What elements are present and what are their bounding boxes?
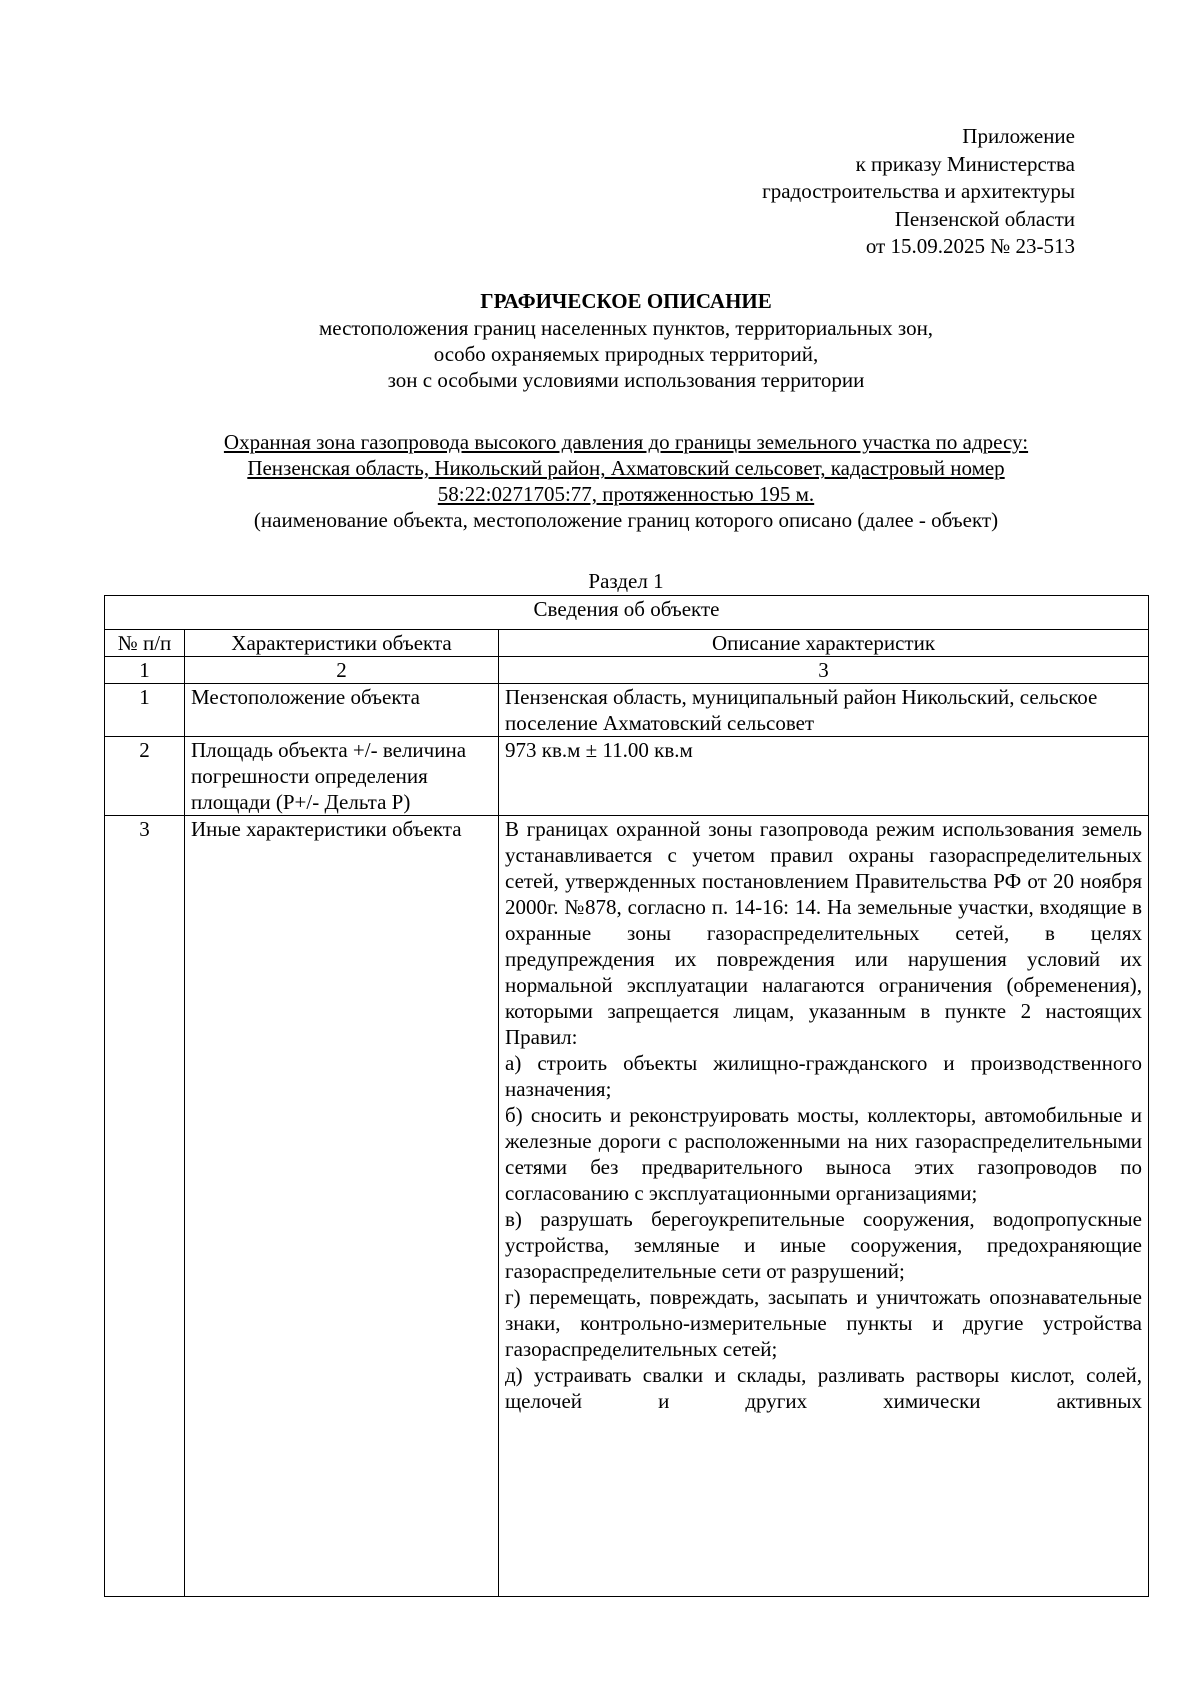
restriction-paragraph: в) разрушать берегоукрепительные сооружения, водопропускные устройства, земляные и иные сооружения, предохраняющие газораспределительные сети от разрушений; (505, 1207, 1142, 1283)
appendix-header (762, 123, 1075, 261)
row-number: 2 (105, 737, 185, 816)
table-row (105, 737, 1149, 816)
subtitle-line: местоположения границ населенных пунктов, территориальных зон, (318, 316, 934, 340)
object-name-line: 58:22:0271705:77, протяженностью 195 м. (437, 482, 815, 506)
header-description: Описание характеристик (499, 630, 1149, 657)
table-column-index-row (105, 657, 1149, 684)
appendix-line: Приложение (962, 124, 1075, 148)
object-block (104, 429, 1148, 533)
table-title-row (105, 596, 1149, 630)
table-row (105, 816, 1149, 1597)
restriction-paragraph: В границах охранной зоны газопровода режим использования земель устанавливается с учетом правил охраны газораспределительных сетей, утвержденных постановлением Правительства РФ от 20 ноября 2000г. №878, согласно п. 14-16: 14. На земельные участки, входящие в охранные зоны газораспределительных сетей, в целях предупреждения их повреждения или нарушения условий их нормальной эксплуатации налагаются ограничения (обременения), которыми запрещается лицам, указанным в пункте 2 настоящих Правил: (505, 817, 1142, 1049)
object-info-table (104, 595, 1149, 1597)
document-subtitle (104, 315, 1148, 393)
appendix-line: Пензенской области (894, 206, 1075, 231)
row-description-long (499, 816, 1149, 1597)
object-name (104, 429, 1148, 507)
row-characteristic: Местоположение объекта (185, 684, 499, 737)
row-number: 1 (105, 684, 185, 737)
document-title: ГРАФИЧЕСКОЕ ОПИСАНИЕ (480, 289, 772, 313)
title-block (104, 287, 1148, 393)
column-index: 1 (105, 657, 185, 684)
appendix-line: к приказу Министерства (855, 151, 1075, 176)
section-label: Раздел 1 (588, 569, 664, 593)
restriction-paragraph: г) перемещать, повреждать, засыпать и уничтожать опознавательные знаки, контрольно-измерительные пункты и другие устройства газораспределительных сетей; (505, 1285, 1142, 1361)
object-hint: (наименование объекта, местоположение границ которого описано (далее - объект) (253, 508, 999, 532)
column-index: 3 (499, 657, 1149, 684)
table-header-row (105, 630, 1149, 657)
subtitle-line: зон с особыми условиями использования территории (387, 368, 865, 392)
table-row (105, 684, 1149, 737)
row-number: 3 (105, 816, 185, 1597)
appendix-line: градостроительства и архитектуры (762, 179, 1075, 203)
row-description: 973 кв.м ± 11.00 кв.м (499, 737, 1149, 816)
row-characteristic: Иные характеристики объекта (185, 816, 499, 1597)
restriction-paragraph: б) сносить и реконструировать мосты, коллекторы, автомобильные и железные дороги с расположенными на них газораспределительными сетями без предварительного выноса этих газопроводов по согласованию с эксплуатационными организациями; (505, 1103, 1142, 1205)
column-index: 2 (185, 657, 499, 684)
subtitle-line: особо охраняемых природных территорий, (433, 342, 819, 366)
table-title: Сведения об объекте (105, 596, 1149, 630)
restriction-paragraph: д) устраивать свалки и склады, разливать растворы кислот, солей, щелочей и других химически активных (505, 1363, 1142, 1413)
header-characteristic: Характеристики объекта (185, 630, 499, 657)
row-description: Пензенская область, муниципальный район Никольский, сельское поселение Ахматовский сельсовет (499, 684, 1149, 737)
appendix-date-number: от 15.09.2025 № 23-513 (865, 234, 1075, 258)
object-name-line: Пензенская область, Никольский район, Ахматовский сельсовет, кадастровый номер (247, 456, 1005, 480)
object-name-line: Охранная зона газопровода высокого давления до границы земельного участка по адресу: (223, 430, 1029, 454)
header-number: № п/п (105, 630, 185, 657)
restriction-paragraph: а) строить объекты жилищно-гражданского и производственного назначения; (505, 1051, 1142, 1101)
row-characteristic: Площадь объекта +/- величина погрешности определения площади (Р+/- Дельта Р) (185, 737, 499, 816)
